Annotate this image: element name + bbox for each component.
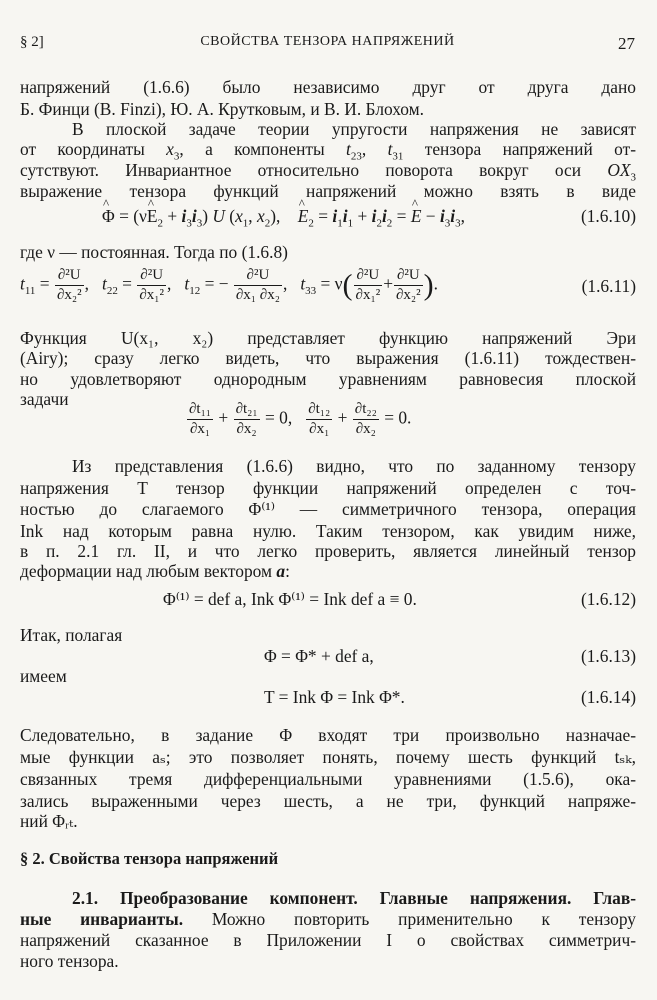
vector-a: a bbox=[276, 561, 286, 581]
header-title: СВОЙСТВА ТЕНЗОРА НАПРЯЖЕНИЙ bbox=[200, 34, 455, 49]
p4-line-4: задачи bbox=[20, 389, 69, 409]
eq-body-1-6-13: Φ = Φ* + def a, bbox=[264, 646, 374, 666]
p8-line-1: Следовательно, в задание Φ входят три произвольно назначае- bbox=[20, 725, 636, 745]
p4-line-2: (Airy); сразу легко видеть, что выражения (1.6.11) тождествен- bbox=[20, 348, 636, 368]
p2-text-b: , а компоненты bbox=[179, 139, 347, 159]
p5-line-6 bbox=[20, 560, 636, 582]
frac-den-2: ∂x₁² bbox=[139, 287, 164, 303]
eq-number-1-6-13: (1.6.13) bbox=[580, 646, 636, 666]
eq-body-1-6-12: Φ⁽¹⁾ = def a, Ink Φ⁽¹⁾ = Ink def a ≡ 0. bbox=[163, 589, 417, 609]
eq-number-1-6-11: (1.6.11) bbox=[581, 276, 636, 296]
p5-text-c: : bbox=[285, 561, 290, 581]
frac-n11: ∂t₁₁ bbox=[187, 400, 213, 420]
p2-text-a: от координаты bbox=[20, 139, 167, 159]
frac-n12: ∂t₁₂ bbox=[306, 400, 332, 420]
header-section-mark: § 2] bbox=[20, 34, 44, 50]
frac-den-1: ∂x₂² bbox=[56, 287, 82, 303]
p5-line-3: ностью до слагаемого Φ⁽¹⁾ — симметричного тензора, операция bbox=[20, 499, 636, 519]
eq-zero-1: = 0, bbox=[264, 407, 293, 428]
subsection-line-3: напряжений сказанное в Приложении I о свойствах симметрич- bbox=[20, 930, 636, 950]
subsection-line-4: ного тензора. bbox=[20, 951, 119, 971]
p4-line-1: Функция U(x₁, x₂) представляет функцию напряжений Эри bbox=[20, 328, 636, 348]
p5-line-5: в п. 2.1 гл. II, и что легко проверить, является линейный тензор bbox=[20, 541, 636, 561]
section-heading: § 2. Свойства тензора напряжений bbox=[20, 849, 279, 868]
frac-dx1: ∂x₁ bbox=[189, 421, 211, 437]
p1-line-1: напряжений (1.6.6) было независимо друг от друга дано bbox=[20, 77, 636, 97]
subsection-line-2 bbox=[20, 908, 636, 930]
p2-line-1: В плоской задаче теории упругости напряжения не зависят bbox=[72, 119, 636, 139]
p3-line: где ν — постоянная. Тогда по (1.6.8) bbox=[20, 242, 288, 262]
eq-number-1-6-12: (1.6.12) bbox=[580, 589, 636, 609]
frac-dx2: ∂x₂ bbox=[236, 421, 257, 437]
p4-line-3: но удовлетворяют однородным уравнениям равновесия плоской bbox=[20, 369, 636, 389]
p2-line-4: выражение тензора функций напряжений можно взять в виде bbox=[20, 181, 636, 201]
p2-text-c: тензора напряжений от- bbox=[403, 139, 636, 159]
running-header bbox=[20, 34, 635, 56]
p1-line-2: Б. Финци (B. Finzi), Ю. А. Крутковым, и В. И. Блохом. bbox=[20, 99, 425, 119]
p8-line-3: связанных тремя дифференциальными уравнениями (1.5.6), ока- bbox=[20, 769, 636, 789]
p8-line-4: зались выраженными через шесть, а не три, функций напряже- bbox=[20, 791, 636, 811]
eq-body-1-6-14: T = Ink Φ = Ink Φ*. bbox=[264, 687, 405, 707]
equation-equilibrium: $\frac{\text{∂t₁₁}}{\text{∂x₁}}$ + $\frac{\text{∂t₂₁}}{\text{∂x₂}}$ = 0, $\frac{\text{∂t₁₂}}{\text{∂x₁}}$ + $\frac{\text{∂t₂₂}}{\text{∂x₂}}$ = 0. bbox=[189, 401, 412, 437]
subsection-text-2: Можно повторить применительно к тензору bbox=[183, 909, 636, 929]
p8-line-5: ний Φᵣₜ. bbox=[20, 811, 78, 831]
p5-line-4: Ink над которым равна нулю. Таким тензором, как увидим ниже, bbox=[20, 521, 636, 541]
equation-1-6-10: ^ Φ = (ν^ $E_2 + i_3i_3$) U ($x_1$, $x_2$), ^ $E_2 = i_1i_1 + i_2i_2$ = ^ $E - i_3i_3$, (1.6.10) bbox=[20, 203, 636, 249]
subsection-title-2: ные инварианты. bbox=[20, 909, 184, 929]
eq-number-1-6-14: (1.6.14) bbox=[580, 687, 636, 707]
p2-line-2: от координаты $x_3$, а компоненты $t_{23}$, $t_{31}$ тензора напряжений от- bbox=[20, 139, 636, 163]
p5-line-2: напряжения T тензор функции напряжений определен с точ- bbox=[20, 478, 636, 498]
frac-n21: ∂t₂₁ bbox=[234, 400, 260, 420]
p5-line-1: Из представления (1.6.6) видно, что по заданному тензору bbox=[72, 456, 636, 476]
frac-n22: ∂t₂₂ bbox=[353, 400, 379, 420]
p6-line: Итак, полагая bbox=[20, 625, 123, 645]
eq-zero-2: = 0. bbox=[384, 407, 412, 428]
equation-1-6-12 bbox=[20, 589, 636, 615]
equation-1-6-14 bbox=[20, 687, 636, 713]
p7-line: имеем bbox=[20, 666, 67, 686]
subsection-title-1: 2.1. Преобразование компонент. Главные напряжения. Глав- bbox=[72, 888, 636, 908]
eq-number-1-6-10: (1.6.10) bbox=[580, 206, 636, 226]
equation-1-6-11: $t_{11}$ = $\frac{\text{∂²U}}{\text{∂x₂²}}$ , $t_{22}$ = $\frac{\text{∂²U}}{\text{∂x₁²}}$ , $t_{12}$ = − $\frac{\text{∂²U}}{\text{∂x₁ ∂x₂}}$ , $t_{33} = \nu$( $\frac{\text{∂²U}}{\text{∂x₁²}}$ + $\frac{\text{∂²U}}{\text{∂x₂²}}$ ). (1.6.11) bbox=[20, 267, 636, 303]
p2-text-d: сутствуют. Инвариантное относительно поворота вокруг оси bbox=[20, 160, 608, 180]
p8-line-2: мые функции aₛ; это позволяет понять, почему шесть функций tₛₖ, bbox=[20, 747, 636, 767]
page-number: 27 bbox=[618, 34, 635, 53]
frac-num-1: ∂²U bbox=[57, 267, 81, 283]
p2-line-3: сутствуют. Инвариантное относительно поворота вокруг оси $OX_3$ bbox=[20, 160, 636, 184]
frac-den-3: ∂x₁ ∂x₂ bbox=[235, 287, 280, 303]
p5-text-a: деформации над любым вектором bbox=[20, 561, 277, 581]
subsection-line-1 bbox=[72, 887, 636, 909]
